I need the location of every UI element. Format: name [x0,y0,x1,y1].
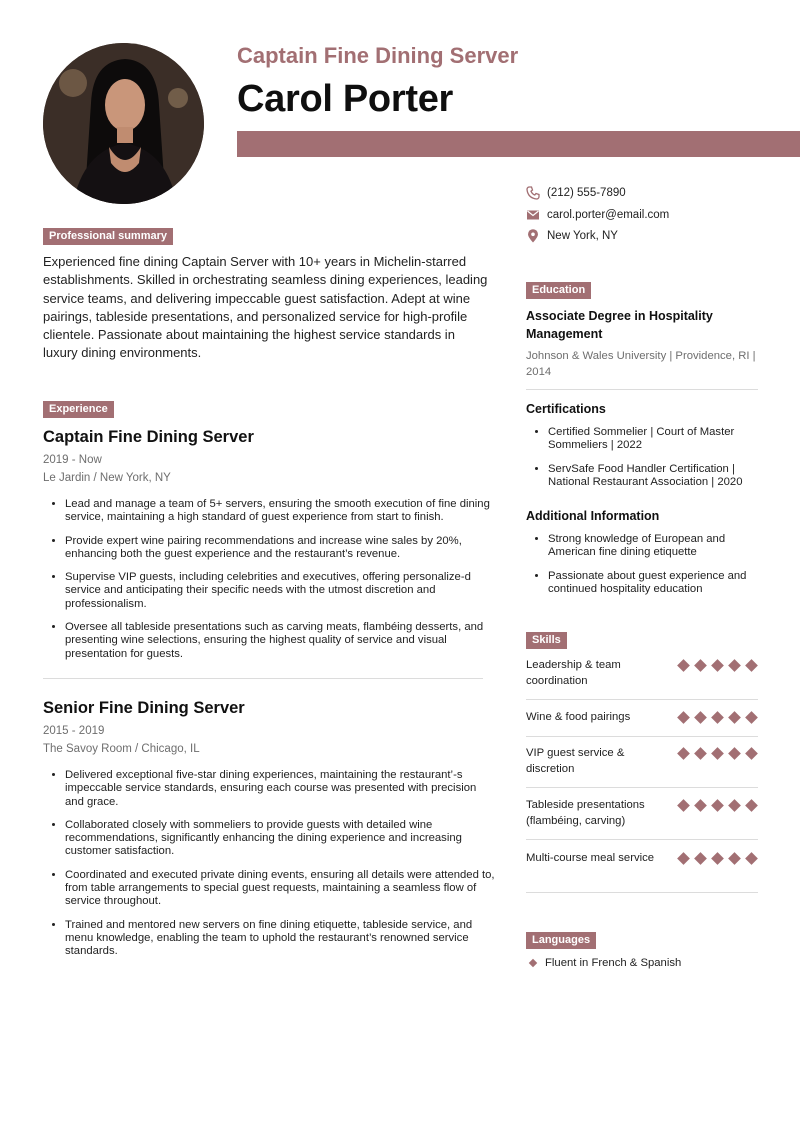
candidate-name: Carol Porter [237,78,454,120]
languages-heading: Languages [526,932,596,949]
skill-name: Multi-course meal service [526,852,655,864]
job-employer-location: The Savoy Room / Chicago, IL [43,743,200,755]
experience-entry-2 [43,699,498,969]
list-item: • Oversee all tableside presentations such as carving meats, flambéing desserts, and presenting wine selections, ensuring the highest quality of service and visual presentation for guests. [65,621,498,661]
list-item: • Delivered exceptional five-star dining experiences, maintaining the restaurant’-s impeccable service standards, ensuring each course was presented with precision and grace. [65,769,498,809]
certifications-heading: Certifications [526,402,606,416]
headline-job-title: Captain Fine Dining Server [237,43,519,68]
additional-info-heading: Additional Information [526,509,660,523]
list-item: • Collaborated closely with sommeliers to provide guests with detailed wine recommendations, significantly enhancing the dining experience and increasing customer satisfaction. [65,819,498,859]
skill-row [526,850,758,893]
summary-section-tag [43,226,173,245]
email-text: carol.porter@email.com [547,209,670,221]
list-item: • Provide expert wine pairing recommendations and increase wine sales by 20%, enhancing both the guest experience and the restaurant’s revenue. [65,535,498,562]
job-dates: 2015 - 2019 [43,725,105,737]
list-item: • Coordinated and executed private dining events, ensuring all details were attended to, from table arrangements to special guest requests, maintaining a seamless flow of service throughout. [65,869,498,909]
location-text: New York, NY [547,230,618,242]
skill-row [526,709,758,737]
education-heading: Education [526,282,591,299]
contact-email [526,208,669,222]
skill-row [526,657,758,700]
job-dates: 2019 - Now [43,454,102,466]
summary-text: Experienced fine dining Captain Server with 10+ years in Michelin-starred establishments. Skilled in orchestrating seamless dining experiences, leading service teams, and delivering impeccable guest satisfaction. Adept at wine pairings, tableside presentations, and personalized service for high-profile clientele. Passionate about maintaining the highest service standards in luxury dining environments. [43,254,488,361]
list-item: • Lead and manage a team of 5+ servers, ensuring the smooth execution of fine dining service, maintaining a high standard of guest experience from start to finish. [65,498,498,525]
list-item: • Passionate about guest experience and continued hospitality education [548,570,758,597]
diamond-bullet-icon [529,959,537,967]
contact-phone [526,186,626,200]
education-divider [526,389,758,390]
additional-info-block [526,507,758,606]
education-degree: Associate Degree in Hospitality Management [526,309,713,341]
language-text: Fluent in French & Spanish [545,957,682,969]
education-entry [526,307,758,380]
skills-heading: Skills [526,632,567,649]
skill-row [526,797,758,840]
phone-icon [526,186,540,200]
job-bullets [43,769,498,959]
skill-name: Wine & food pairings [526,711,631,723]
phone-text: (212) 555-7890 [547,187,626,199]
education-school: Johnson & Wales University | Providence, RI | 2014 [526,350,756,378]
skill-name: Tableside presentations (flambéing, carving) [526,799,645,827]
skill-level-diamonds [677,852,758,865]
job-title: Captain Fine Dining Server [43,428,254,446]
location-pin-icon [526,229,540,243]
language-item [530,957,681,969]
header-accent-band [237,131,800,157]
list-item: • Strong knowledge of European and American fine dining etiquette [548,533,758,560]
skill-level-diamonds [677,659,758,672]
education-section-tag [526,280,591,299]
experience-section-tag [43,399,114,418]
skill-level-diamonds [677,799,758,812]
experience-entry-1 [43,428,498,671]
skill-name: Leadership & team coordination [526,659,621,687]
list-item: • Trained and mentored new servers on fine dining etiquette, tableside service, and menu knowledge, enabling the team to uphold the restaurant’s renowned service standards. [65,919,498,959]
contact-location [526,229,618,243]
job-employer-location: Le Jardin / New York, NY [43,472,171,484]
skill-row [526,745,758,788]
summary-heading: Professional summary [43,228,173,245]
profile-photo [43,43,204,204]
mail-icon [526,208,540,222]
certifications-list [526,426,758,489]
certifications-block [526,400,758,499]
skills-section-tag [526,630,567,649]
skill-level-diamonds [677,747,758,760]
additional-info-list [526,533,758,596]
skill-name: VIP guest service & discretion [526,747,625,775]
list-item: • ServSafe Food Handler Certification | National Restaurant Association | 2020 [548,463,758,490]
job-bullets [43,498,498,661]
experience-divider [43,678,483,679]
list-item: • Certified Sommelier | Court of Master Sommeliers | 2022 [548,426,758,453]
skill-level-diamonds [677,711,758,724]
job-title: Senior Fine Dining Server [43,699,245,717]
languages-section-tag [526,930,596,949]
list-item: • Supervise VIP guests, including celebrities and executives, offering personalize-d service and anticipating their specific needs with the utmost discretion and professionalism. [65,571,498,611]
experience-heading: Experience [43,401,114,418]
